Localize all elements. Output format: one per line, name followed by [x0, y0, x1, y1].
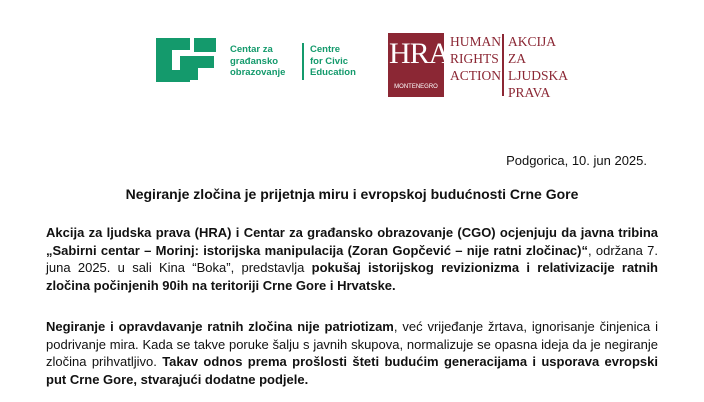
document-title: Negiranje zločina je prijetnja miru i evropskoj budućnosti Crne Gore	[125, 186, 579, 202]
cgo-logo	[150, 30, 370, 88]
paragraph-2	[46, 318, 658, 388]
cgo-divider	[302, 43, 304, 80]
cgo-logo-icon	[150, 30, 222, 88]
hra-logo-letters: HRA	[389, 37, 450, 70]
paragraph-1-bold-intro: Akcija za ljudska prava (HRA) i Centar za građansko obrazovanje (CGO) ocjenjuju da javna tribina „Sabirni centar – Morinj: istorijska manipulacija (Zoran Gopčević – nije ratni zločinac)“	[46, 225, 658, 258]
hra-name-english: HUMAN RIGHTS ACTION	[450, 34, 502, 83]
cgo-name-english: Centre for Civic Education	[310, 44, 356, 78]
paragraph-2-bold-end: Takav odnos prema prošlosti šteti budućim generacijama i usporava evropski put Crne Gore, stvarajući dodatne podjele.	[46, 354, 658, 387]
hra-name-local: AKCIJA ZA LJUDSKA PRAVA	[508, 34, 569, 100]
hra-logo	[388, 33, 568, 101]
hra-logo-box	[388, 33, 450, 97]
paragraph-1-text: , održana 7. juna 2025. u sali Kina “Boka”, predstavlja	[46, 242, 659, 275]
cgo-name-local: Centar za građansko obrazovanje	[230, 44, 286, 78]
paragraph-2-text: , već vrijeđanje žrtava, ignorisanje činjenica i podrivanje mira. Kada se takve poruke šalju s javnih skupova, normalizuje se opasna ideja da je negiranje zločina prihvatljivo.	[46, 319, 658, 369]
hra-logo-subtitle: MONTENEGRO	[394, 84, 438, 90]
paragraph-2-bold-intro: Negiranje i opravdavanje ratnih zločina nije patriotizam	[46, 319, 394, 334]
paragraph-1	[46, 224, 658, 294]
hra-divider	[502, 34, 504, 96]
paragraph-1-bold-end: pokušaj istorijskog revizionizma i relativizacije ratnih zločina počinjenih 90ih na teritoriji Crne Gore i Hrvatske.	[46, 260, 659, 293]
document-date: Podgorica, 10. jun 2025.	[506, 153, 647, 168]
